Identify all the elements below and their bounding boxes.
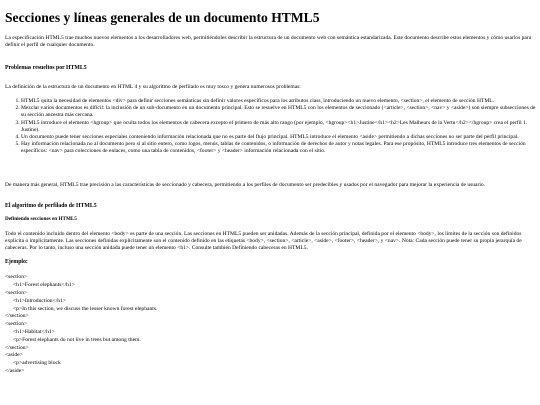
define-sections-paragraph: Todo el contenido incluido dentro del elemento <body> es parte de una sección. Las secciones en HTML5 pueden ser anidadas. Además de la sección principal, definida por el elemento <body>, los límites de la sección son definidos explícita o implícitamente. Las secciones definidas explícitamente son el contenido definido en las etiquetas <body>, <section>, <article>, <aside>, <footer>, <header>, y <nav>. Nota: Cada sección puede tener su propia jerarquía de cabeceras. Por lo tanto, incluso una sección anidada puede tener un elemento <h1>. Consulte también Definiendo cabeceras en HTML5. [5, 231, 522, 252]
code-line: </section> [5, 344, 29, 351]
list-item: 1. HTML5 quita la necesidad de elementos <div> para definir secciones semánticas sin definir valores específicos para los atributos class, introduciendo un nuevo elemento, <section>, el elemento de sección HTML. [21, 98, 536, 105]
list-item: 4. Un documento puede tener secciones especiales conteniendo información relacionada que no es parte del flujo principal. HTML5 introduce el elemento <aside> permitiendo a dichas secciones no ser parte del perfil principal. [21, 134, 536, 141]
code-line: <h1>Introduction</h1> [13, 297, 67, 304]
intro-paragraph: La especificación HTML5 trae muchos nuevos elementos a los desarrolladores web, permitiéndoles describir la estructura de un documento web con semántica estandarizada. Este documento describe estos elementos y cómo usarlos para definir el perfil de cualquier documento. [5, 35, 532, 49]
problems-heading: Problemas resueltos por HTML5 [5, 65, 87, 72]
page-title: Secciones y líneas generales de un documento HTML5 [5, 10, 320, 25]
code-line: <section> [5, 290, 28, 296]
code-line: <p>Forest elephants do not live in trees but among them. [13, 336, 141, 343]
code-line: </aside> [5, 367, 25, 374]
code-line: <h1>Habitat</h1> [13, 328, 55, 335]
code-line: <h1>Forest elephants</h1> [13, 282, 75, 289]
code-line: </section> [5, 313, 29, 320]
example-heading: Ejemplo: [5, 259, 28, 266]
define-sections-heading: Definiendo secciones en HTML5 [5, 216, 77, 223]
summary-paragraph: De manera más general, HTML5 trae precisión a las características de seccionado y cabecera, permitiendo a los perfiles de documento ser predecibles y usados por el navegador para mejorar la experiencia de usuario. [5, 182, 486, 189]
list-item: 2. Mezclar varios documentos es difícil: la inclusión de un sub-documento en un documento principal. Esto se resuelve en HTML5 con los elementos de seccionado (<article>, <section>, <nav> y <aside>) son siempre subsecciones de su sección ancestra más cercana. [21, 105, 536, 119]
algorithm-heading: El algoritmo de perfilado de HTML5 [5, 203, 97, 210]
code-line: <p>In this section, we discuss the lesser known forest elephants. [13, 305, 158, 312]
list-item: 3. HTML5 introduce el elemento <hgroup> que oculta todos los elementos de cabecera excepto el primero de más alto rango (por ejemplo, <hgroup><h1>Justine</h1><h2>Les Malheurs de la Vertu</h2></hgroup> crea el perfil 1. Justine). [21, 120, 536, 134]
code-example [5, 274, 536, 375]
problems-intro: La definición de la estructura de un documento en HTML 4 y su algoritmo de perfilado es muy tosco y genera numerosos problemas: [5, 84, 301, 91]
code-line: <aside> [5, 352, 23, 359]
list-item: 5. Hay información relacionada no al documento pero si al sitio entero, como logos, menús, tablas de contenidos, o información de derechos de autor y notas legales. Para ese propósito, HTML5 introduce tres elementos de sección específicos: <nav> para colecciones de enlaces, como una tabla de contenidos, <footer> y <header> información relacionada con el sitio. [21, 141, 536, 155]
code-line: <section> [5, 321, 28, 328]
problems-list [5, 98, 536, 155]
code-line: <section> [5, 274, 28, 281]
code-line: <p>advertising block [13, 360, 61, 367]
